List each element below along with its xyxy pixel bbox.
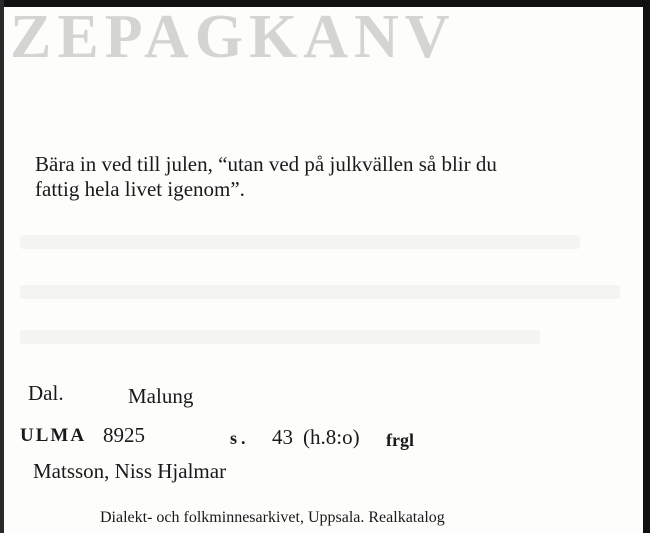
page-number: 43 xyxy=(272,425,293,449)
record-text-line-2: fattig hela livet igenom”. xyxy=(35,177,245,201)
category-code: frgl xyxy=(386,430,414,450)
bleed-through-line xyxy=(20,285,620,299)
bleed-through-line xyxy=(20,235,580,249)
archive-code: ULMA xyxy=(20,425,87,446)
record-text-line-1: Bära in ved till julen, “utan ved på julkvällen så blir du xyxy=(35,152,497,176)
scan-border-right xyxy=(643,0,650,533)
scan-border-top xyxy=(0,0,650,7)
bleed-through-text: ZEPAGKANV xyxy=(10,3,456,71)
bleed-through-line xyxy=(20,330,540,344)
informant-name: Matsson, Niss Hjalmar xyxy=(33,459,227,483)
parish: Malung xyxy=(128,384,194,408)
accession-number: 8925 xyxy=(103,423,145,447)
archive-footer: Dialekt- och folkminnesarkivet, Uppsala. Realkatalog xyxy=(100,509,445,526)
page-reference: (h.8:o) xyxy=(303,425,360,449)
scan-border-left xyxy=(0,0,4,533)
region: Dal. xyxy=(28,381,64,405)
record-text xyxy=(35,152,497,202)
page-label: s. xyxy=(230,428,250,448)
